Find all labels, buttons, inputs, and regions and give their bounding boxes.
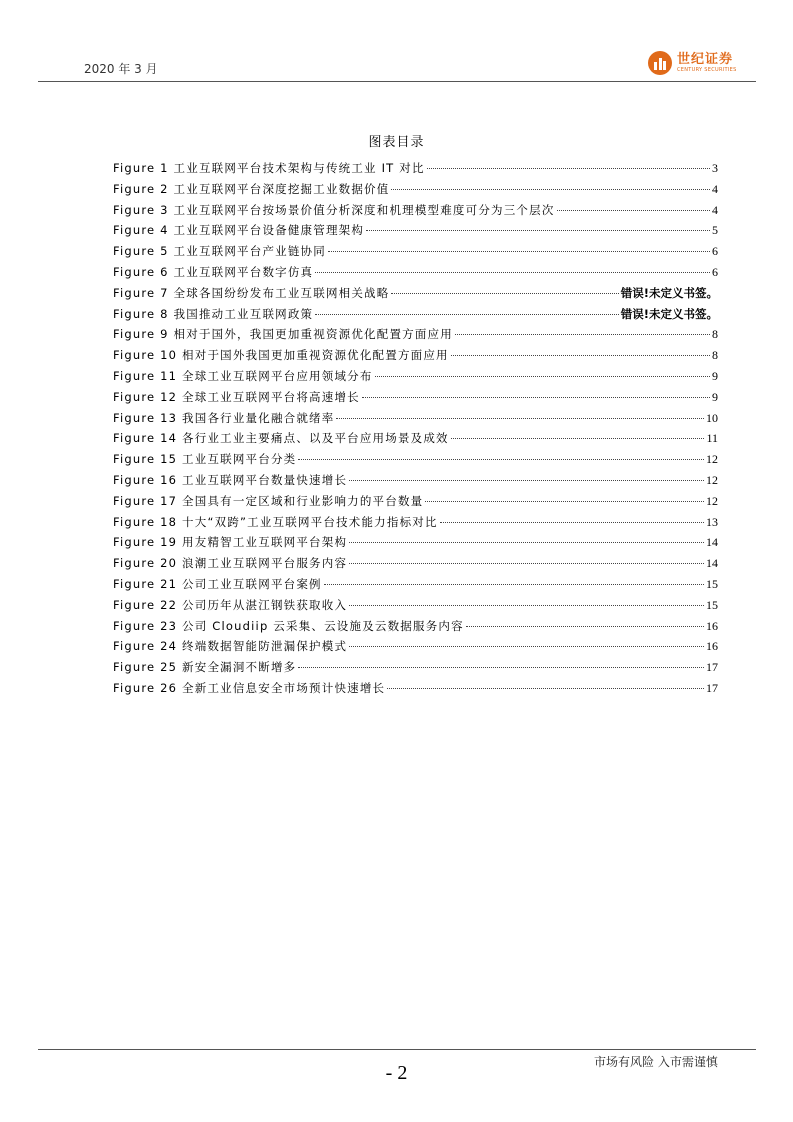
toc-entry[interactable]	[113, 493, 718, 514]
toc-entry-page: 6	[712, 264, 718, 279]
toc-entry-label: Figure 26 全新工业信息安全市场预计快速增长	[113, 680, 386, 695]
toc-entry-label: Figure 10 相对于国外我国更加重视资源优化配置方面应用	[113, 348, 449, 363]
toc-entry-label: Figure 13 我国各行业量化融合就绪率	[113, 410, 335, 425]
toc-dot-leader	[349, 646, 704, 647]
toc-dot-leader	[349, 605, 704, 606]
toc-entry-label: Figure 1 工业互联网平台技术架构与传统工业 IT 对比	[113, 161, 425, 175]
toc-entry-label: Figure 14 各行业工业主要痛点、以及平台应用场景及成效	[113, 431, 449, 446]
toc-entry-label: Figure 22 公司历年从湛江钢铁获取收入	[113, 597, 348, 612]
toc-dot-leader	[315, 314, 619, 315]
toc-entry-page: 错误!未定义书签。	[620, 285, 718, 300]
toc-dot-leader	[349, 563, 704, 564]
toc-entry-page: 3	[712, 161, 718, 175]
company-logo	[648, 48, 737, 78]
toc-dot-leader	[298, 667, 704, 668]
toc-entry-label: Figure 15 工业互联网平台分类	[113, 452, 297, 467]
toc-entry-label: Figure 5 工业互联网平台产业链协同	[113, 244, 326, 259]
toc-entry-label: Figure 17 全国具有一定区域和行业影响力的平台数量	[113, 493, 424, 508]
toc-entry-page: 8	[712, 327, 718, 342]
toc-entry-label: Figure 12 全球工业互联网平台将高速增长	[113, 389, 360, 404]
toc-dot-leader	[328, 251, 710, 252]
toc-entry[interactable]	[113, 389, 718, 410]
toc-dot-leader	[451, 355, 710, 356]
toc-entry-label: Figure 21 公司工业互联网平台案例	[113, 576, 322, 591]
toc-entry-label: Figure 19 用友精智工业互联网平台架构	[113, 535, 348, 550]
toc-entry-label: Figure 16 工业互联网平台数量快速增长	[113, 472, 348, 487]
toc-entry[interactable]	[113, 202, 718, 223]
toc-dot-leader	[362, 397, 710, 398]
toc-dot-leader	[366, 230, 710, 231]
toc-entry-label: Figure 3 工业互联网平台按场景价值分析深度和机理模型难度可分为三个层次	[113, 202, 555, 217]
toc-dot-leader	[455, 334, 710, 335]
toc-entry[interactable]	[113, 514, 718, 535]
toc-entry[interactable]	[113, 472, 718, 493]
toc-dot-leader	[391, 189, 710, 190]
toc-entry-label: Figure 4 工业互联网平台设备健康管理架构	[113, 223, 365, 238]
toc-entry-label: Figure 11 全球工业互联网平台应用领域分布	[113, 368, 373, 383]
toc-dot-leader	[298, 459, 704, 460]
toc-entry-label: Figure 18 十大“双跨”工业互联网平台技术能力指标对比	[113, 514, 438, 529]
toc-entry-label: Figure 23 公司 Cloudiip 云采集、云设施及云数据服务内容	[113, 618, 464, 633]
toc-entry[interactable]	[113, 638, 718, 659]
toc-entry-page: 13	[706, 514, 718, 529]
toc-entry[interactable]	[113, 222, 718, 243]
toc-dot-leader	[375, 376, 710, 377]
header-divider	[38, 81, 756, 82]
toc-entry-label: Figure 2 工业互联网平台深度挖掘工业数据价值	[113, 181, 390, 196]
toc-entry-page: 11	[706, 431, 718, 446]
toc-entry-page: 4	[712, 181, 718, 196]
toc-entry-page: 15	[706, 576, 718, 591]
toc-entry-page: 9	[712, 389, 718, 404]
toc-entry-page: 14	[706, 556, 718, 571]
toc-entry-label: Figure 24 终端数据智能防泄漏保护模式	[113, 639, 348, 654]
toc-entry[interactable]	[113, 680, 718, 701]
toc-dot-leader	[440, 522, 704, 523]
table-of-figures	[113, 160, 718, 701]
toc-dot-leader	[324, 584, 704, 585]
logo-icon	[648, 51, 672, 75]
toc-entry-label: Figure 9 相对于国外，我国更加重视资源优化配置方面应用	[113, 327, 453, 342]
toc-entry[interactable]	[113, 576, 718, 597]
toc-entry[interactable]	[113, 326, 718, 347]
toc-entry[interactable]	[113, 410, 718, 431]
toc-entry-page: 14	[706, 535, 718, 550]
toc-dot-leader	[391, 293, 618, 294]
toc-entry-page: 17	[706, 680, 718, 695]
logo-name-cn: 世纪证券	[677, 52, 734, 67]
toc-entry-page: 6	[712, 244, 718, 259]
toc-entry[interactable]	[113, 368, 718, 389]
toc-entry-label: Figure 6 工业互联网平台数字仿真	[113, 264, 314, 279]
toc-dot-leader	[387, 688, 704, 689]
toc-entry-page: 10	[706, 410, 718, 425]
toc-entry[interactable]	[113, 659, 718, 680]
toc-entry-page: 9	[712, 368, 718, 383]
toc-dot-leader	[349, 480, 704, 481]
risk-disclaimer: 市场有风险 入市需谨慎	[594, 1055, 718, 1069]
toc-entry[interactable]	[113, 160, 718, 181]
toc-dot-leader	[451, 438, 705, 439]
footer-divider	[38, 1049, 756, 1050]
toc-entry[interactable]	[113, 181, 718, 202]
toc-entry-page: 16	[706, 639, 718, 654]
toc-entry-label: Figure 7 全球各国纷纷发布工业互联网相关战略	[113, 285, 390, 300]
toc-dot-leader	[557, 210, 710, 211]
toc-entry[interactable]	[113, 306, 718, 327]
toc-entry[interactable]	[113, 430, 718, 451]
toc-entry[interactable]	[113, 555, 718, 576]
toc-entry[interactable]	[113, 618, 718, 639]
toc-entry[interactable]	[113, 597, 718, 618]
toc-entry-page: 8	[712, 348, 718, 363]
toc-entry-page: 12	[706, 472, 718, 487]
toc-entry-page: 12	[706, 493, 718, 508]
toc-entry[interactable]	[113, 347, 718, 368]
toc-dot-leader	[466, 626, 704, 627]
toc-entry-page: 16	[706, 618, 718, 633]
toc-title: 图表目录	[368, 135, 425, 150]
toc-entry[interactable]	[113, 451, 718, 472]
toc-entry-label: Figure 8 我国推动工业互联网政策	[113, 306, 314, 321]
toc-dot-leader	[349, 542, 704, 543]
toc-entry[interactable]	[113, 264, 718, 285]
toc-entry-page: 5	[712, 223, 718, 238]
toc-dot-leader	[425, 501, 704, 502]
toc-entry-page: 错误!未定义书签。	[620, 306, 718, 321]
toc-dot-leader	[427, 168, 710, 169]
toc-entry[interactable]	[113, 534, 718, 555]
toc-entry-page: 12	[706, 452, 718, 467]
toc-dot-leader	[336, 418, 704, 419]
toc-entry-page: 15	[706, 597, 718, 612]
toc-entry[interactable]	[113, 243, 718, 264]
toc-entry-label: Figure 20 浪潮工业互联网平台服务内容	[113, 556, 348, 571]
page-number: - 2	[385, 1062, 408, 1084]
toc-entry-label: Figure 25 新安全漏洞不断增多	[113, 660, 297, 675]
logo-name-en: CENTURY SECURITIES	[677, 67, 737, 73]
toc-entry[interactable]	[113, 285, 718, 306]
header-date: 2020 年 3 月	[84, 62, 158, 76]
toc-entry-page: 4	[712, 202, 718, 217]
toc-dot-leader	[315, 272, 710, 273]
toc-entry-page: 17	[706, 660, 718, 675]
